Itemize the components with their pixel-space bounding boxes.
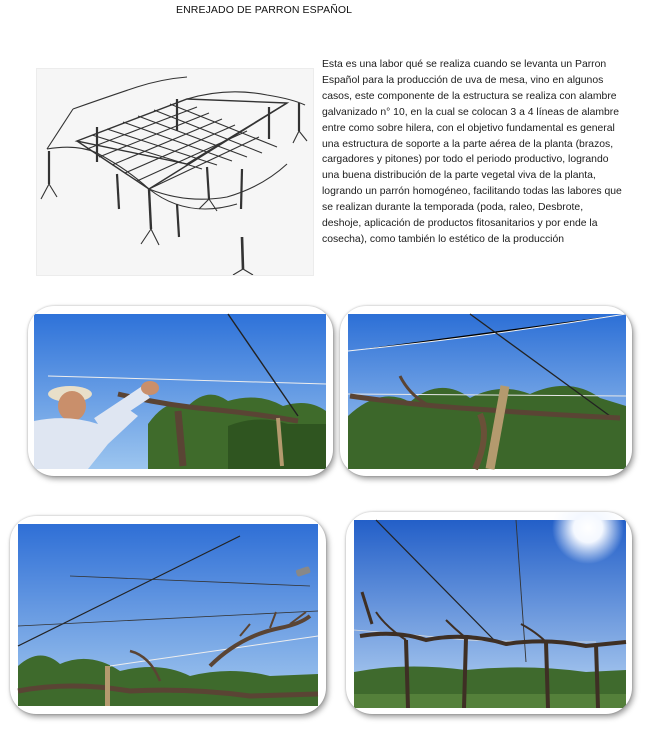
photo-post-with-vine xyxy=(340,306,632,476)
photo-vines-sun xyxy=(346,512,632,714)
description-paragraph: Esta es una labor qué se realiza cuando se levanta un Parron Español para la producción de uva de mesa, vino en algunos casos, este componente de la estructura se realiza con alambre galvanizado n° 10, en la cual se colocan 3 a 4 líneas de alambre entre como sobre hilera, con el objetivo fundamental es general una estructura de soporte a la parte aérea de la planta (brazos, cargadores y pitones) por todo el periodo productivo, logrando una buena distribución de la parte vegetal viva de la planta, logrando un parrón homogéneo, facilitando todas las labores que se realizan durante la temporada (poda, raleo, Desbrote, deshoje, aplicación de productos fitosanitarios y por ende la cosecha), como también lo estético de la producción xyxy=(322,59,622,245)
trellis-sketch-illustration xyxy=(36,68,314,276)
photo-worker-tying-wire xyxy=(28,306,333,476)
page-title: ENREJADO DE PARRON ESPAÑOL xyxy=(176,4,353,16)
photo-wire-lines-sky xyxy=(10,516,326,714)
